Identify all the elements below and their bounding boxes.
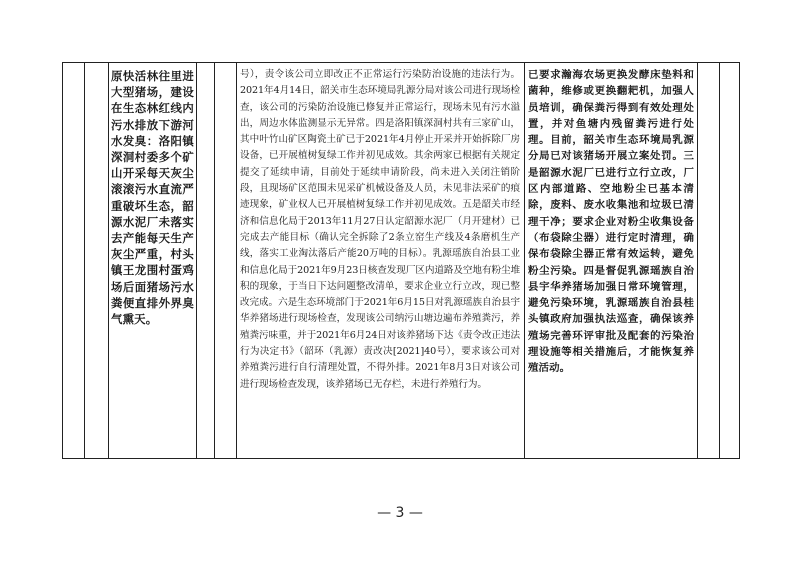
page-number: — 3 —: [377, 505, 423, 521]
content-table: [62, 62, 740, 459]
col-divider: [214, 63, 215, 458]
col-divider: [84, 63, 85, 458]
rectification-measures-cell: 已要求瀚海农场更换发酵床垫料和菌种，维修或更换翻耙机，加强人员培训，确保粪污得到有效处理处置，并对鱼塘内残留粪污进行处理。目前，韶关市生态环境局乳源分局已对该猪场开展立案处罚。三是韶源水泥厂已进行立行立改，厂区内部道路、空地粉尘已基本清除，废料、废水收集池和垃圾已清理干净；要求企业对粉尘收集设备（布袋除尘器）进行定时清理，确保布袋除尘器正常有效运转，避免粉尘污染。四是督促乳源瑶族自治县宇华养猪场加强日常环境管理，避免污染环境，乳源瑶族自治县桂头镇政府加强执法巡查，确保该养殖场完善环评审批及配套的污染治理设施等相关措施后，才能恢复养殖活动。: [528, 69, 694, 375]
col-divider: [719, 63, 720, 458]
col-divider: [697, 63, 698, 458]
complaint-content-cell: 原快活林往里进大型猪场，建设在生态林红线内污水排放下游河水发臭：洛阳镇深洞村委多个矿山开采每天灰尘滚滚污水直流严重破坏生态，韶源水泥厂未落实去产能每天生产灰尘严重，村头镇王龙围村蛋鸡场后面猪场污水粪便直排外界臭气熏天。: [111, 69, 194, 327]
verification-status-cell: 号），责令该公司立即改正不正常运行污染防治设施的违法行为。2021年4月14日，韶关市生态环境局乳源分局对该公司进行现场检查，该公司的污染防治设施已修复并正常运行，现场未见有污水溢出，周边水体监测显示无异常。四是洛阳镇深洞村共有三家矿山，其中叶竹山矿区陶瓷土矿已于2021年4月停止开采并开始拆除厂房设备，已开展植树复绿工作并初见成效。其余两家已根据有关规定提交了延续申请，目前处于延续申请阶段，尚未进入关闭注销阶段，且现场矿区范围未见采矿机械设备及人员，未见非法采矿的痕迹现象，矿业权人已开展植树复绿工作并初见成效。五是韶关市经济和信息化局于2013年11月27日认定韶源水泥厂（月开建材）已完成去产能目标（确认完全拆除了2条立窑生产线及4条磨机生产线，落实工业淘汰落后产能20万吨的目标）。乳源瑶族自治县工业和信息化局于2021年9月23日核查发现厂区内道路及空地有粉尘堆积的现象，于当日下达问题整改清单，要求企业立行立改，现已整改完成。六是生态环境部门于2021年6月15日对乳源瑶族自治县宇华养猪场进行现场检查，发现该公司纳污山塘边遍布养殖粪污，养殖粪污味重，并于2021年6月24日对该养猪场下达《责令改正违法行为决定书》（韶环（乳源）责改决[2021]40号），要求该公司对养殖粪污进行自行清理处置，不得外排。2021年8月3日对该公司进行现场检查发现，该养猪场已无存栏，未进行养殖行为。: [240, 69, 520, 390]
col-divider: [196, 63, 197, 458]
